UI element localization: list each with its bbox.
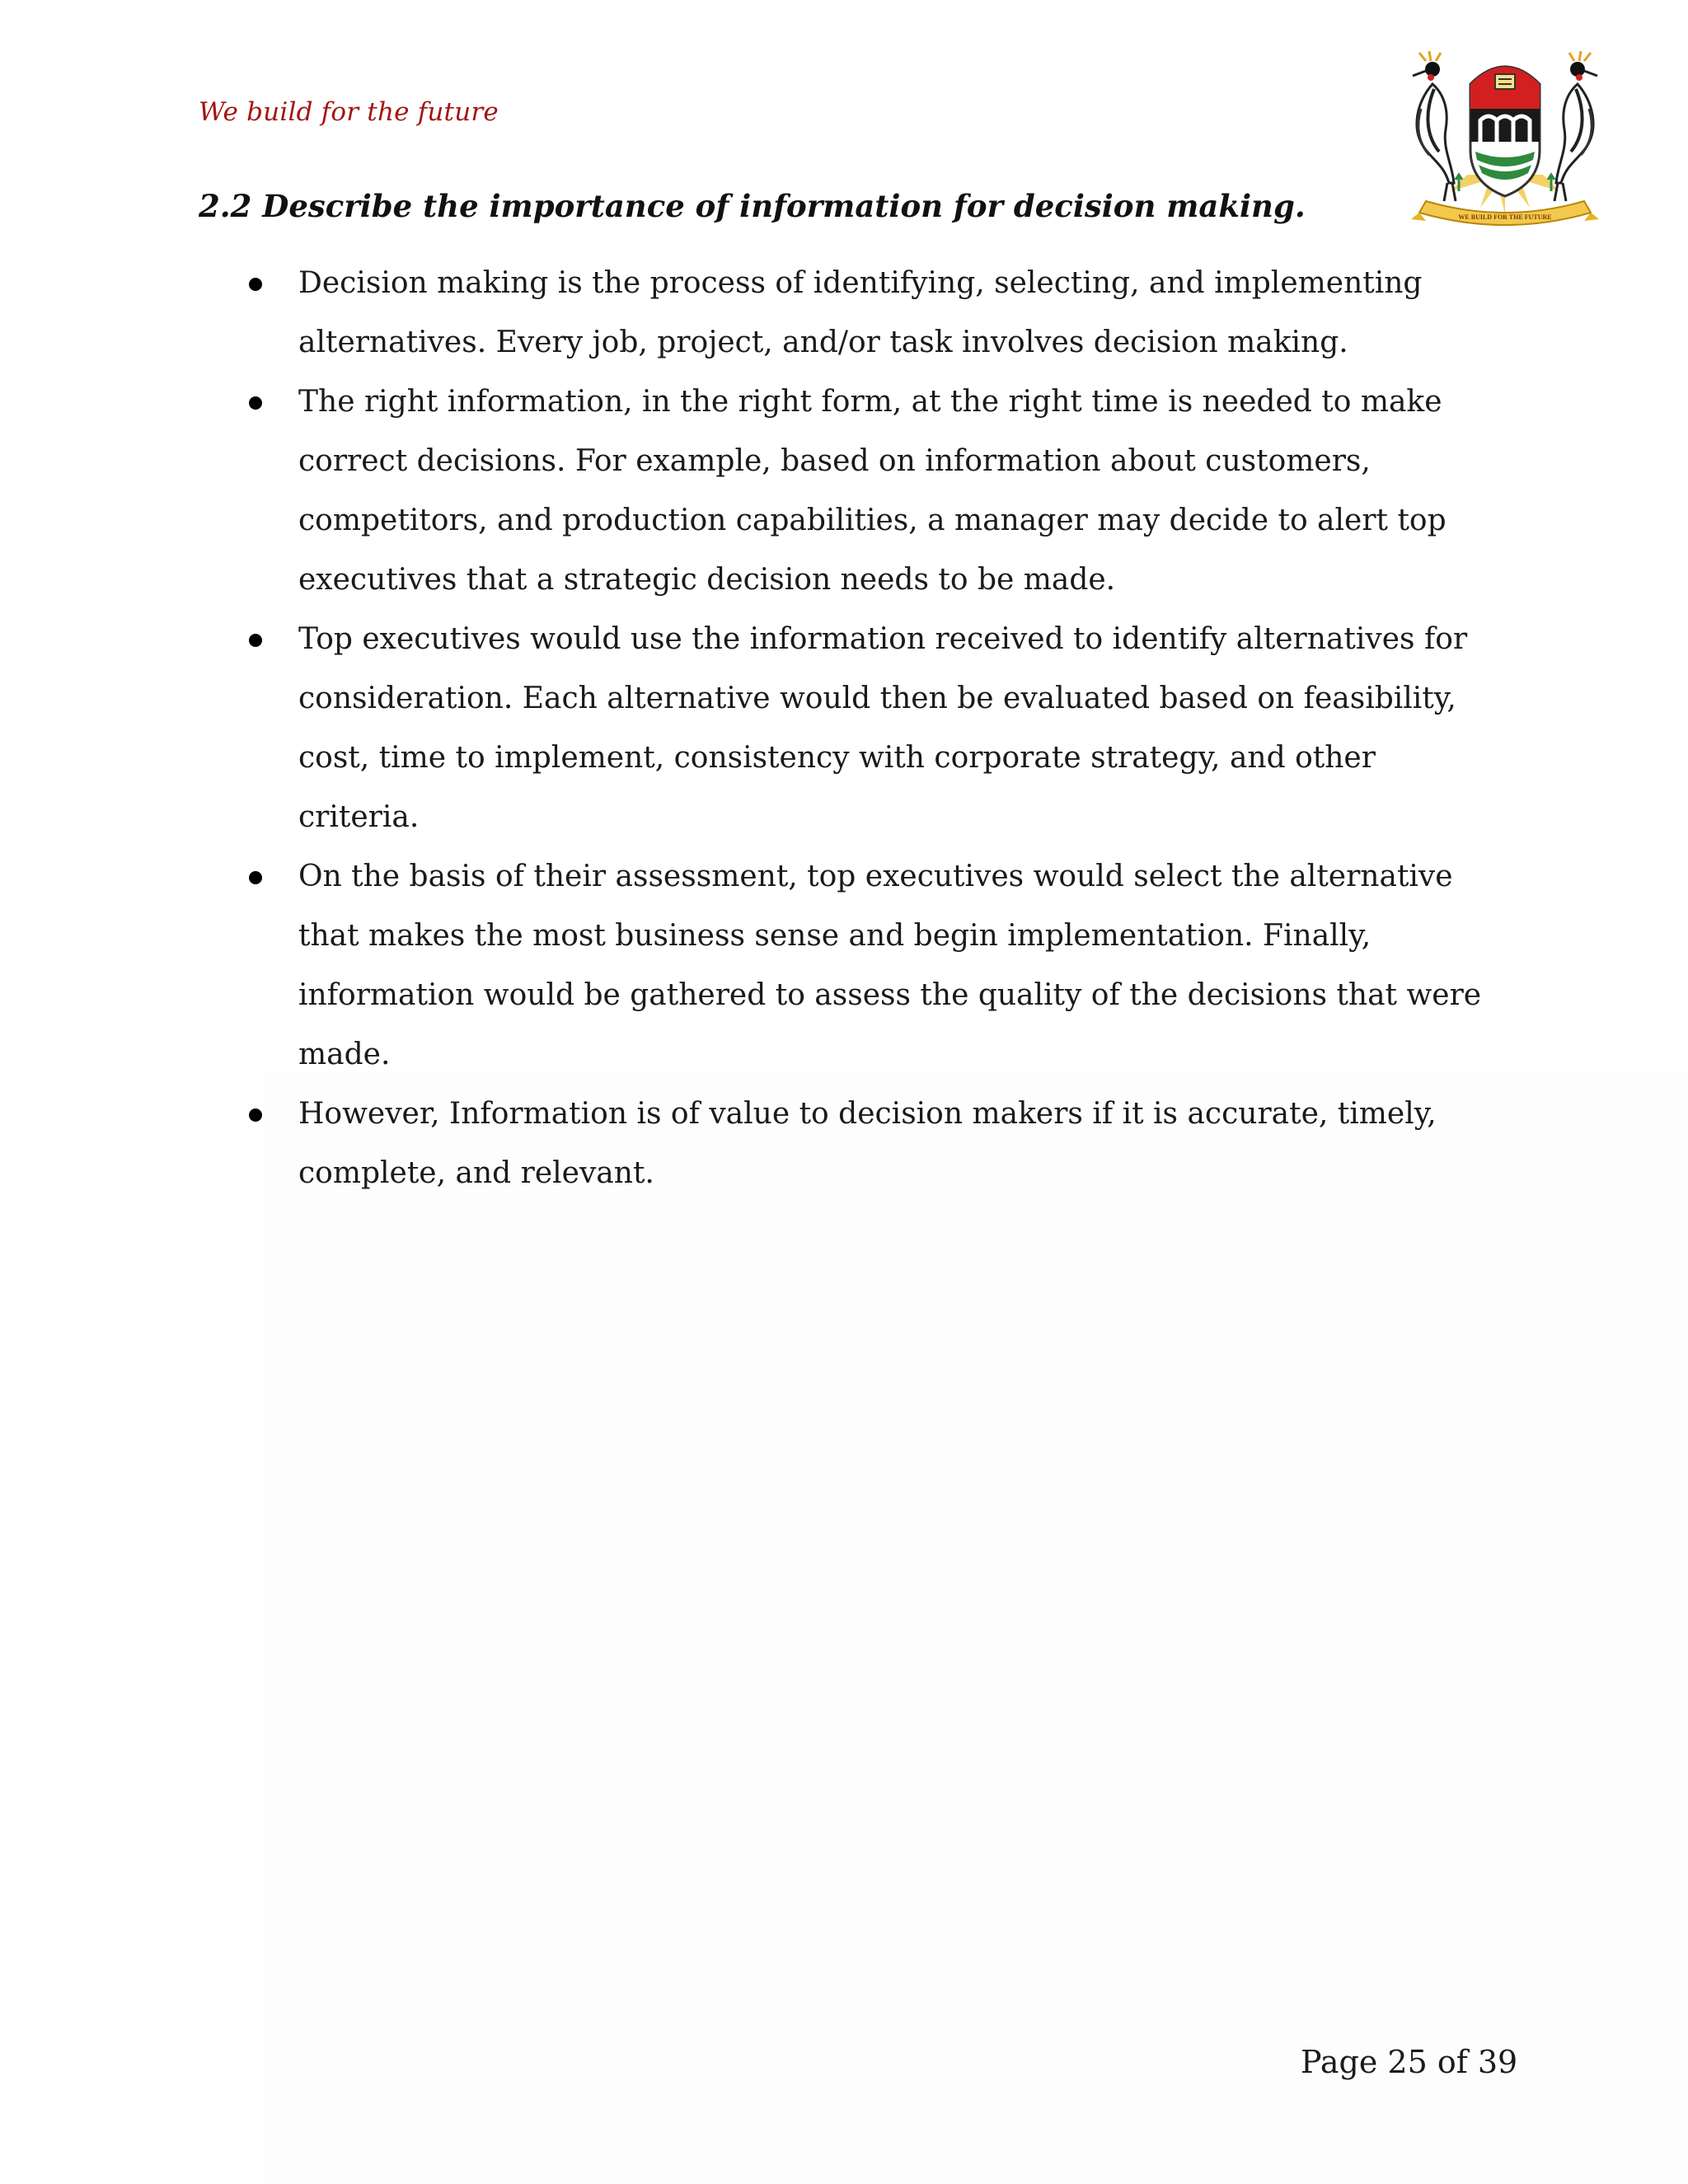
bullet-text: Decision making is the process of identifying, selecting, and implementing alternatives. Every job, project, and/or task involves decision making.	[298, 266, 1423, 359]
bullet-text: Top executives would use the information received to identify alternatives for consideration. Each alternative would then be evaluated based on feasibility, cost, time to implement, consistency with corporate strategy, and other criteria.	[298, 622, 1468, 834]
bullet-text: The right information, in the right form, at the right time is needed to make correct decisions. For example, based on information about customers, competitors, and production capabilities, a manager may decide to alert top executives that a strategic decision needs to be made.	[298, 385, 1447, 597]
bullet-item	[247, 373, 1484, 610]
header-motto: We build for the future	[199, 97, 499, 127]
bullet-item	[247, 610, 1484, 847]
bullet-text: On the basis of their assessment, top executives would select the alternative that makes the most business sense and begin implementation. Finally, information would be gathered to assess the quality of the decisions that were made.	[298, 860, 1482, 1071]
bullet-icon	[249, 871, 262, 884]
bullet-text: However, Information is of value to decision makers if it is accurate, timely, complete, and relevant.	[298, 1097, 1437, 1190]
bullet-icon	[249, 278, 262, 291]
bullet-list	[247, 254, 1484, 1203]
section-heading: 2.2 Describe the importance of information for decision making.	[199, 188, 1306, 224]
bullet-icon	[249, 396, 262, 410]
svg-text:WE BUILD FOR THE FUTURE: WE BUILD FOR THE FUTURE	[1458, 213, 1552, 221]
page-background-shade	[264, 1071, 1688, 2184]
page-number: Page 25 of 39	[1301, 2044, 1518, 2080]
bullet-item	[247, 1085, 1484, 1203]
bullet-item	[247, 847, 1484, 1085]
university-coat-of-arms-icon	[1401, 51, 1609, 231]
bullet-icon	[249, 1108, 262, 1122]
bullet-item	[247, 254, 1484, 373]
bullet-icon	[249, 634, 262, 647]
